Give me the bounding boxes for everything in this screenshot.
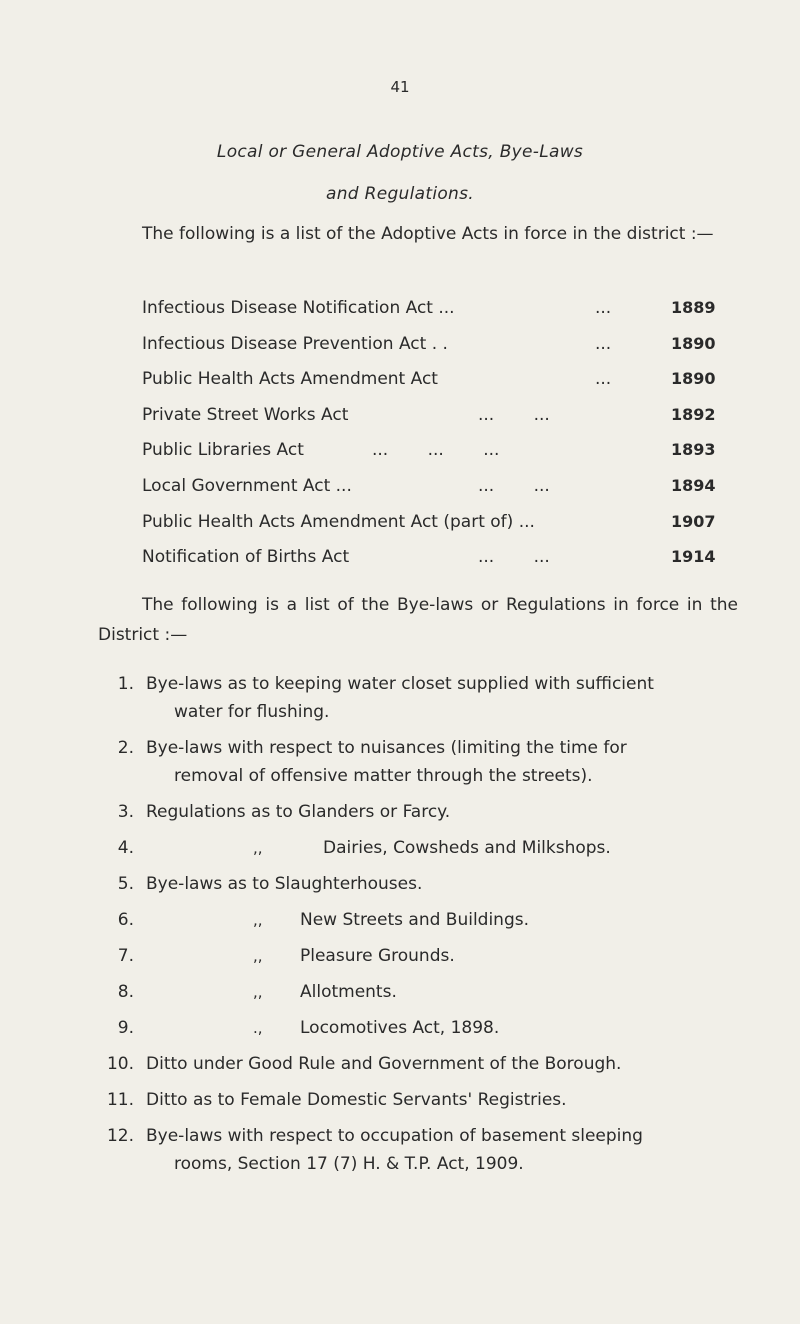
item-text: Bye-laws as to keeping water closet supplied with sufficient	[146, 674, 654, 694]
act-name: Infectious Disease Notification Act ...	[142, 298, 455, 318]
act-year: 1893	[671, 440, 716, 460]
act-year: 1894	[671, 475, 716, 495]
item-text: Dairies, Cowsheds and Milkshops.	[323, 838, 611, 858]
list-item	[98, 870, 748, 898]
act-name: Public Health Acts Amendment Act	[142, 369, 438, 390]
list-item	[98, 906, 748, 934]
list-item	[98, 798, 748, 826]
item-number: 10.	[106, 1054, 134, 1074]
act-leader: ...	[595, 298, 612, 318]
item-text: Bye-laws as to Slaughterhouses.	[146, 874, 423, 894]
act-row	[142, 512, 742, 548]
item-number: 11.	[106, 1090, 134, 1110]
act-year: 1890	[671, 333, 716, 353]
item-number: 3.	[117, 802, 134, 822]
list-item	[98, 978, 748, 1006]
item-number: 6.	[117, 910, 134, 930]
act-row	[142, 476, 742, 512]
item-number: 1.	[117, 674, 134, 694]
item-text: Allotments.	[300, 982, 397, 1002]
act-leader: ...	[595, 369, 612, 390]
act-name: Infectious Disease Prevention Act . .	[142, 333, 448, 354]
item-text: Bye-laws with respect to occupation of basement sleeping	[146, 1126, 643, 1146]
act-year: 1889	[671, 298, 716, 317]
list-item	[98, 1050, 748, 1078]
item-text: Regulations as to Glanders or Farcy.	[146, 802, 451, 822]
list-item	[98, 942, 748, 970]
item-number: 9.	[117, 1018, 134, 1038]
page-number: 41	[390, 78, 410, 96]
act-leader: ... ...	[478, 475, 550, 496]
item-text-continued: rooms, Section 17 (7) H. & T.P. Act, 1909.	[174, 1154, 524, 1174]
list-item	[98, 1086, 748, 1114]
item-text: Locomotives Act, 1898.	[300, 1018, 500, 1038]
act-name: Local Government Act ...	[142, 475, 352, 496]
act-name: Private Street Works Act	[142, 404, 349, 425]
act-name: Public Health Acts Amendment Act (part of) ...	[142, 511, 535, 532]
act-name: Notification of Births Act	[142, 547, 350, 568]
adoptive-acts-intro: The following is a list of the Adoptive Acts in force in the district :—	[142, 224, 714, 244]
act-row	[142, 405, 742, 441]
item-number: 7.	[117, 946, 134, 966]
adoptive-acts-list	[142, 298, 742, 583]
act-row	[142, 298, 742, 334]
ditto-mark: .,	[253, 1019, 263, 1037]
list-item	[98, 670, 748, 726]
item-text-continued: water for flushing.	[174, 702, 330, 722]
act-row	[142, 547, 742, 583]
act-leader: ... ...	[478, 547, 550, 568]
item-text: New Streets and Buildings.	[300, 910, 530, 930]
page-title: Local or General Adoptive Acts, Bye-Laws	[216, 142, 584, 162]
act-name: Public Libraries Act	[142, 440, 304, 461]
act-row	[142, 334, 742, 370]
item-number: 8.	[117, 982, 134, 1002]
item-number: 5.	[117, 874, 134, 894]
ditto-mark: ,,	[253, 911, 263, 929]
item-number: 4.	[117, 838, 134, 858]
list-item	[98, 734, 748, 790]
act-row	[142, 440, 742, 476]
act-leader: ...	[595, 333, 612, 354]
ditto-mark: ,,	[253, 839, 263, 857]
act-year: 1892	[671, 404, 716, 424]
act-leader: ... ... ...	[372, 440, 500, 461]
byelaws-list	[98, 670, 748, 1186]
item-text: Ditto as to Female Domestic Servants' Registries.	[146, 1090, 567, 1110]
act-leader: ... ...	[478, 404, 550, 425]
act-row	[142, 369, 742, 405]
ditto-mark: ,,	[253, 947, 263, 965]
byelaws-intro: The following is a list of the Bye-laws or Regulations in force in the District :—	[98, 595, 738, 645]
act-year: 1890	[671, 369, 716, 389]
list-item	[98, 1014, 748, 1042]
item-number: 12.	[106, 1126, 134, 1146]
item-number: 2.	[117, 738, 134, 758]
item-text: Pleasure Grounds.	[300, 946, 455, 966]
item-text: Ditto under Good Rule and Government of the Borough.	[146, 1054, 622, 1074]
act-year: 1907	[671, 511, 716, 531]
ditto-mark: ,,	[253, 983, 263, 1001]
item-text-continued: removal of offensive matter through the streets).	[174, 766, 593, 786]
item-text: Bye-laws with respect to nuisances (limiting the time for	[146, 738, 627, 758]
list-item	[98, 1122, 748, 1178]
page-subtitle: and Regulations.	[326, 184, 474, 204]
list-item	[98, 834, 748, 862]
act-year: 1914	[671, 547, 716, 567]
